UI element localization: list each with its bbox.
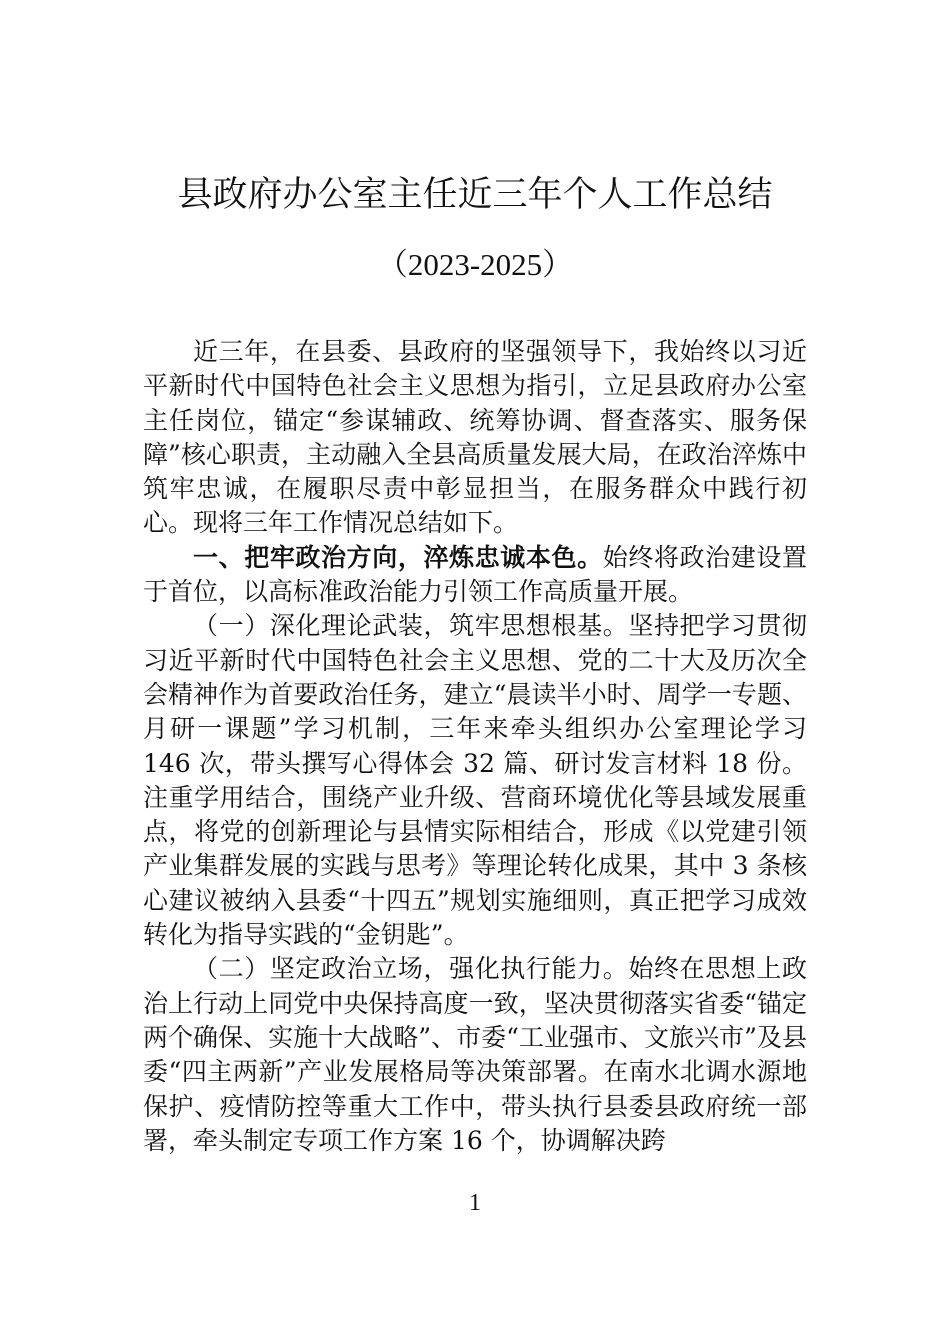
- paragraph-subsection-1: [143, 609, 807, 952]
- section-heading: 一、把牢政治方向，淬炼忠诚本色。: [193, 542, 603, 572]
- paragraph-section-1: [143, 541, 807, 610]
- paragraph-intro: [143, 335, 807, 541]
- paragraph-text: （二）坚定政治立场，强化执行能力。始终在思想上政治上行动上同党中央保持高度一致，坚决贯彻落实省委“锚定两个确保、实施十大战略”、市委“工业强市、文旅兴市”及县委“四主两新”产业发展格局等决策部署。在南水北调水源地保护、疫情防控等重大工作中，带头执行县委县政府统一部署，牵头制定专项工作方案 16 个，协调解决跨: [143, 954, 807, 1155]
- page-number: 1: [469, 1190, 481, 1216]
- document-title: 县政府办公室主任近三年个人工作总结: [177, 175, 773, 215]
- paragraph-text: （一）深化理论武装，筑牢思想根基。坚持把学习贯彻习近平新时代中国特色社会主义思想、党的二十大及历次全会精神作为首要政治任务，建立“晨读半小时、周学一专题、月研一课题”学习机制，三年来牵头组织办公室理论学习 146 次，带头撰写心得体会 32 篇、研讨发言材料 18 份。注重学用结合，围绕产业升级、营商环境优化等县域发展重点，将党的创新理论与县情实际相结合，形成《以党建引领产业集群发展的实践与思考》等理论转化成果，其中 3 条核心建议被纳入县委“十四五”规划实施细则，真正把学习成效转化为指导实践的“金钥匙”。: [143, 611, 807, 950]
- paragraph-subsection-2: [143, 952, 807, 1158]
- document-body: [143, 335, 807, 1158]
- document-subtitle: （2023-2025）: [376, 247, 574, 282]
- paragraph-text: 近三年，在县委、县政府的坚强领导下，我始终以习近平新时代中国特色社会主义思想为指引，立足县政府办公室主任岗位，锚定“参谋辅政、统筹协调、督查落实、服务保障”核心职责，主动融入全县高质量发展大局，在政治淬炼中筑牢忠诚，在履职尽责中彰显担当，在服务群众中践行初心。现将三年工作情况总结如下。: [143, 337, 807, 538]
- paragraph-text: 始终将政治建设置于首位，以高标准政治能力引领工作高质量开展。: [143, 542, 807, 607]
